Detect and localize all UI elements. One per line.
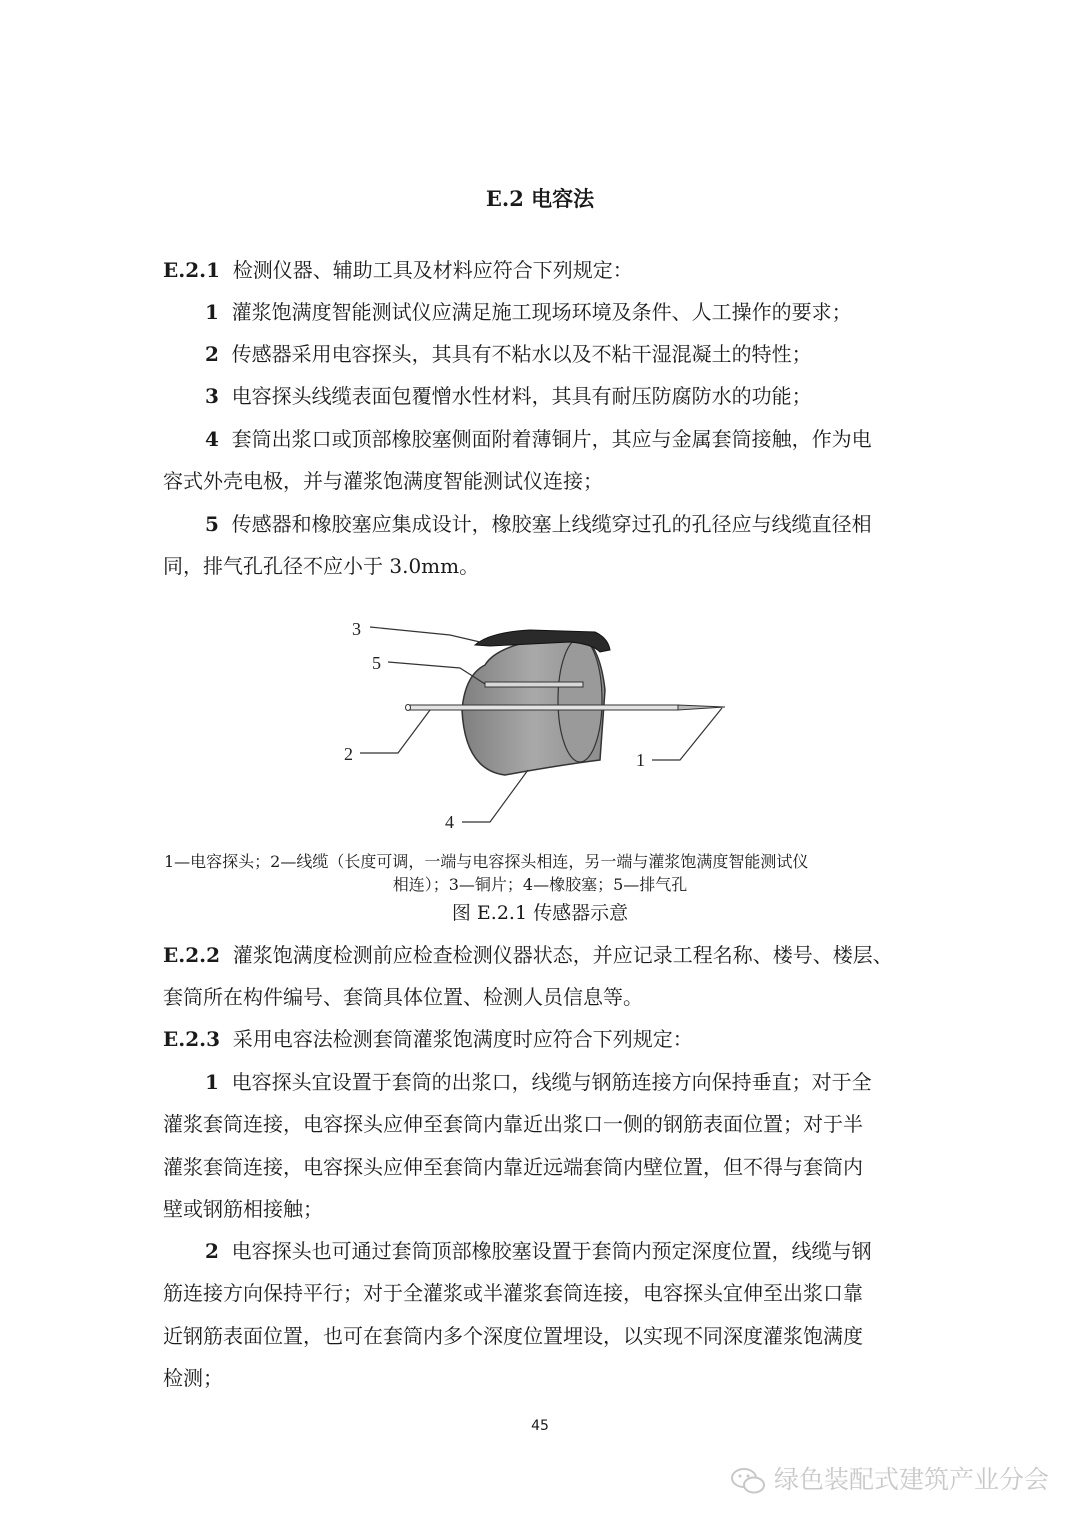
fig-label-1: 1 [636, 750, 645, 770]
leader-4 [462, 770, 528, 822]
section-title: E.2 电容法 [485, 186, 595, 211]
e21-item-5-cont: 同，排气孔孔径不应小于 3.0mm。 [163, 554, 480, 578]
item-text: 传感器和橡胶塞应集成设计，橡胶塞上线缆穿过孔的孔径应与线缆直径相 [231, 512, 872, 536]
e23-item-1-cont-3: 壁或钢筋相接触； [163, 1197, 323, 1221]
item-number: 2 [205, 342, 219, 366]
leader-1 [652, 708, 722, 760]
fig-label-3: 3 [352, 619, 361, 639]
e23-item-1 [205, 1061, 872, 1103]
item-text: 套筒出浆口或顶部橡胶塞侧面附着薄铜片，其应与金属套筒接触，作为电 [231, 427, 872, 451]
fig-label-4: 4 [445, 812, 454, 832]
fig-label-5: 5 [372, 653, 381, 673]
e21-item-4 [205, 418, 872, 460]
wechat-icon [730, 1466, 766, 1496]
clause-e22-cont: 套筒所在构件编号、套筒具体位置、检测人员信息等。 [163, 985, 643, 1009]
clause-number: E.2.1 [163, 258, 221, 282]
item-text: 电容探头也可通过套筒顶部橡胶塞设置于套筒内预定深度位置，线缆与钢 [231, 1239, 872, 1263]
e21-item-4-cont: 容式外壳电极，并与灌浆饱满度智能测试仪连接； [163, 469, 603, 493]
e21-item-2 [205, 333, 812, 375]
cable [408, 705, 678, 710]
capacitive-probe [678, 705, 725, 710]
e23-item-2 [205, 1230, 872, 1272]
item-number: 3 [205, 384, 219, 408]
e23-item-2-cont-3: 检测； [163, 1366, 223, 1390]
item-text: 传感器采用电容探头，其具有不粘水以及不粘干湿混凝土的特性； [231, 342, 812, 366]
e23-item-2-cont-2: 近钢筋表面位置，也可在套筒内多个深度位置埋设，以实现不同深度灌浆饱满度 [163, 1324, 863, 1348]
e23-item-1-cont-1: 灌浆套筒连接，电容探头应伸至套筒内靠近出浆口一侧的钢筋表面位置；对于半 [163, 1112, 863, 1136]
watermark [730, 1460, 1049, 1496]
item-text: 电容探头线缆表面包覆憎水性材料，其具有耐压防腐防水的功能； [231, 384, 812, 408]
page-number: 45 [531, 1418, 549, 1434]
item-number: 1 [205, 1070, 219, 1094]
sensor-diagram [330, 610, 750, 840]
item-number: 1 [205, 300, 219, 324]
figure-title: 图 E.2.1 传感器示意 [451, 902, 629, 924]
fig-label-2: 2 [344, 744, 353, 764]
clause-number: E.2.2 [163, 943, 221, 967]
leader-2 [360, 710, 430, 753]
item-number: 5 [205, 512, 219, 536]
leader-3 [370, 627, 480, 642]
figure-legend-line1: 1—电容探头；2—线缆（长度可调，一端与电容探头相连，另一端与灌浆饱满度智能测试仪 [164, 852, 809, 871]
clause-number: E.2.3 [163, 1027, 221, 1051]
e21-item-3 [205, 375, 812, 417]
rubber-plug-end [558, 638, 602, 762]
clause-e23 [163, 1018, 693, 1060]
item-text: 电容探头宜设置于套筒的出浆口，线缆与钢筋连接方向保持垂直；对于全 [231, 1070, 872, 1094]
watermark-text: 绿色装配式建筑产业分会 [773, 1465, 1049, 1494]
item-number: 4 [205, 427, 219, 451]
e21-item-5 [205, 503, 872, 545]
clause-e21 [163, 249, 633, 291]
item-text: 灌浆饱满度智能测试仪应满足施工现场环境及条件、人工操作的要求； [231, 300, 852, 324]
item-number: 2 [205, 1239, 219, 1263]
clause-text: 采用电容法检测套筒灌浆饱满度时应符合下列规定： [232, 1027, 693, 1051]
figure-legend-line2: 相连）；3—铜片；4—橡胶塞；5—排气孔 [392, 875, 688, 894]
clause-text: 灌浆饱满度检测前应检查检测仪器状态，并应记录工程名称、楼号、楼层、 [232, 943, 893, 967]
e23-item-2-cont-1: 筋连接方向保持平行；对于全灌浆或半灌浆套筒连接，电容探头宜伸至出浆口靠 [163, 1281, 863, 1305]
vent-hole [485, 682, 583, 687]
clause-text: 检测仪器、辅助工具及材料应符合下列规定： [232, 258, 633, 282]
clause-e22 [163, 934, 893, 976]
e23-item-1-cont-2: 灌浆套筒连接，电容探头应伸至套筒内靠近远端套筒内壁位置，但不得与套筒内 [163, 1155, 863, 1179]
e21-item-1 [205, 291, 852, 333]
